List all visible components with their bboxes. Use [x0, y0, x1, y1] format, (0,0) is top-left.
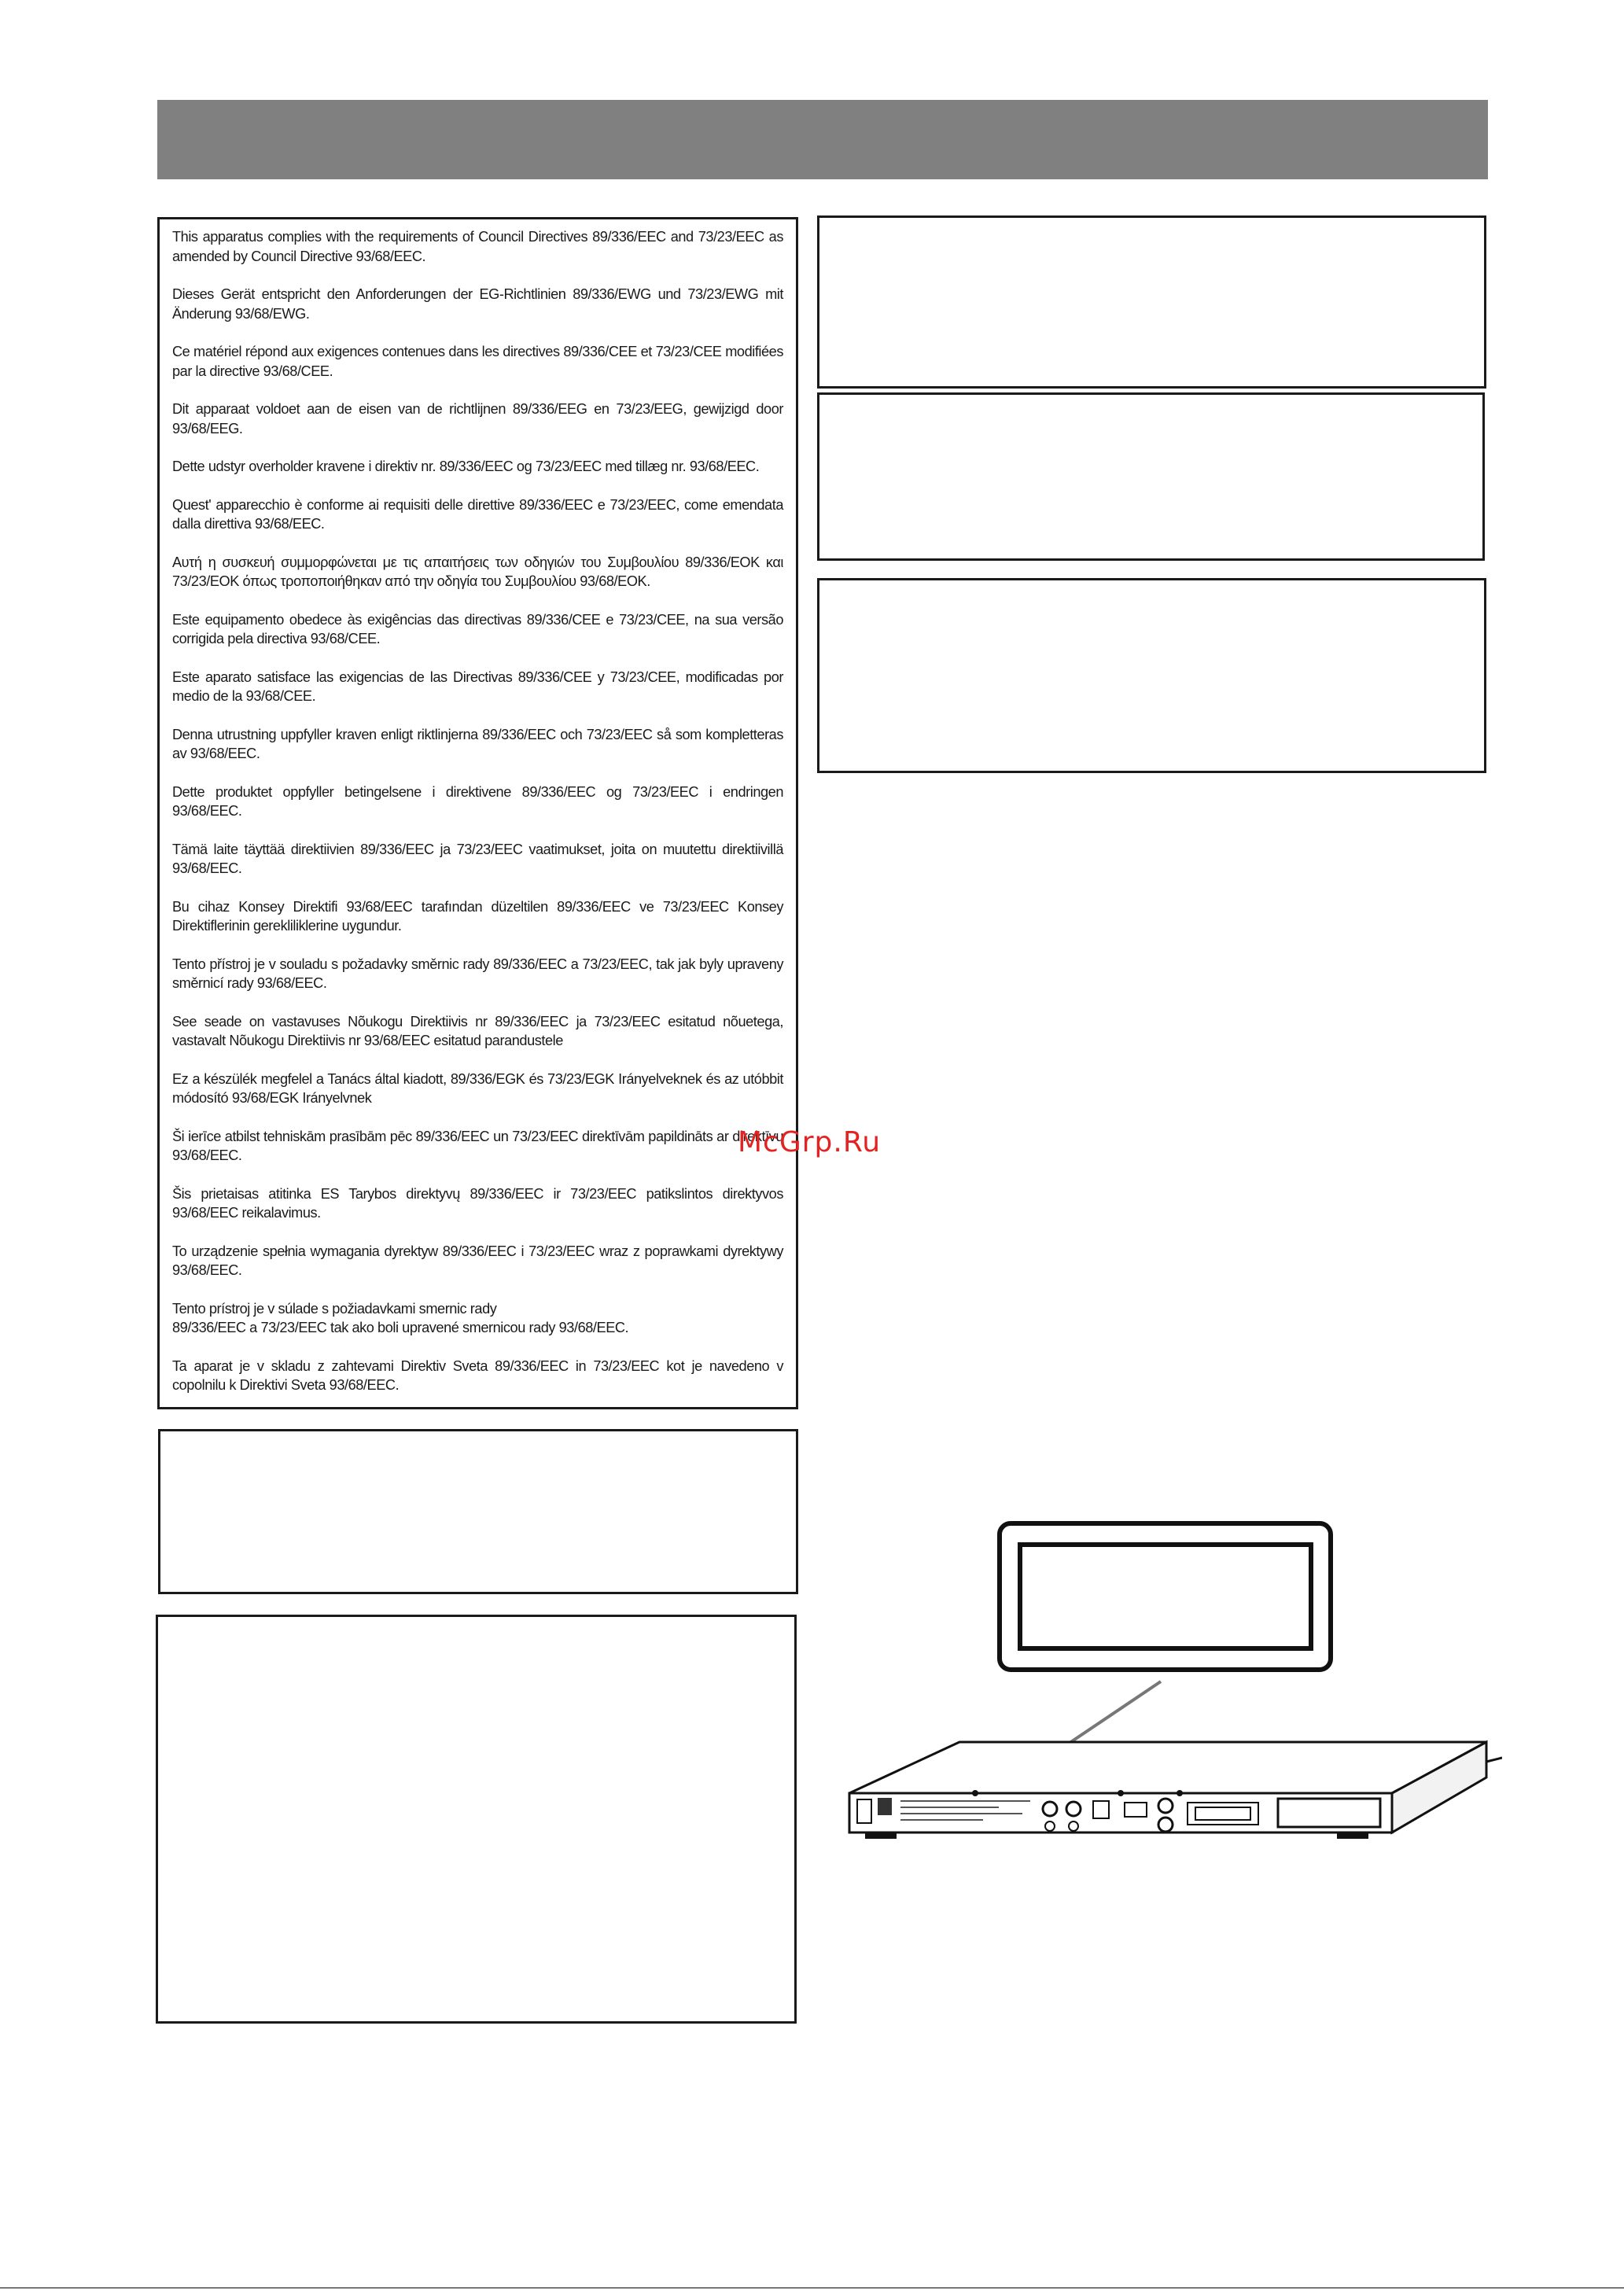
directive-no: Dette produktet oppfyller betingelsene i direktivene 89/336/EEC og 73/23/EEC i endringen 93/68/EEC.	[172, 783, 783, 819]
notice-box-left-2	[156, 1615, 797, 2024]
directive-en: This apparatus complies with the requirements of Council Directives 89/336/EEC and 73/23/EEC as amended by Council Directive 93/68/EEC.	[172, 229, 783, 264]
notice-box-right-3	[817, 578, 1486, 773]
directive-tr: Bu cihaz Konsey Direktifi 93/68/EEC tarafından düzeltilen 89/336/EEC ve 73/23/EEC Konsey Direktiflerinin gerekliliklerine uygundur.	[172, 898, 783, 934]
directive-sv: Denna utrustning uppfyller kraven enligt riktlinjerna 89/336/EEC och 73/23/EEC så som kompletteras av 93/68/EEC.	[172, 726, 783, 761]
directive-sk: Tento prístroj je v súlade s požiadavkami smernic rady 89/336/EEC a 73/23/EEC tak ako boli upravené smernicou rady 93/68/EEC.	[172, 1300, 629, 1335]
directive-pl: To urządzenie spełnia wymagania dyrektyw 89/336/EEC i 73/23/EEC wraz z poprawkami dyrektywy 93/68/EEC.	[172, 1243, 783, 1278]
directive-lv: Ši ierīce atbilst tehniskām prasībām pēc 89/336/EEC un 73/23/EEC direktīvām papildināts ar direktīvu 93/68/EEC.	[172, 1128, 783, 1163]
directive-da: Dette udstyr overholder kravene i direktiv nr. 89/336/EEC og 73/23/EEC med tillæg nr. 93/68/EEC.	[172, 459, 760, 474]
footer-line	[0, 2287, 1624, 2289]
watermark: McGrp.Ru	[738, 1126, 882, 1158]
directive-lt: Šis prietaisas atitinka ES Tarybos direktyvų 89/336/EEC ir 73/23/EEC patikslintos direktyvos 93/68/EEC reikalavimus.	[172, 1185, 783, 1221]
device-rear-panel-illustration	[841, 1518, 1502, 1872]
directive-cs: Tento přístroj je v souladu s požadavky směrnic rady 89/336/EEC a 73/23/EEC, tak jak byly upraveny směrnicí rady 93/68/EEC.	[172, 956, 783, 991]
notice-box-right-2	[817, 392, 1485, 561]
directive-es: Este aparato satisface las exigencias de las Directivas 89/336/CEE y 73/23/CEE, modificadas por medio de la 93/68/CEE.	[172, 669, 783, 704]
directive-it: Quest' apparecchio è conforme ai requisiti delle direttive 89/336/EEC e 73/23/EEC, come emendata dalla direttiva 93/68/EEC.	[172, 496, 783, 532]
directive-el: Αυτή η συσκευή συμμορφώνεται με τις απαιτήσεις των οδηγιών του Συμβουλίου 89/336/ΕΟΚ και 73/23/ΕΟΚ όπως τροποποιήθηκαν από την οδηγία του Συμβουλίου 93/68/ΕΟΚ.	[172, 554, 783, 589]
header-bar	[157, 100, 1488, 179]
directive-de: Dieses Gerät entspricht den Anforderungen der EG-Richtlinien 89/336/EWG und 73/23/EWG mit Änderung 93/68/EWG.	[172, 286, 783, 322]
notice-box-right-1	[817, 215, 1486, 389]
directive-sl: Ta aparat je v skladu z zahtevami Direktiv Sveta 89/336/EEC in 73/23/EEC kot je navedeno v copolnilu k Direktivi Sveta 93/68/EEC.	[172, 1357, 783, 1393]
directive-fi: Tämä laite täyttää direktiivien 89/336/EEC ja 73/23/EEC vaatimukset, joita on muutettu direktiivillä 93/68/EEC.	[172, 841, 783, 876]
notice-box-left-1	[158, 1429, 798, 1594]
directive-hu: Ez a készülék megfelel a Tanács által kiadott, 89/336/EGK és 73/23/EGK Irányelveknek és az utóbbit módosító 93/68/EGK Irányelvnek	[172, 1070, 783, 1106]
directive-nl: Dit apparaat voldoet aan de eisen van de richtlijnen 89/336/EEG en 73/23/EEG, gewijzigd door 93/68/EEG.	[172, 401, 783, 436]
directive-et: See seade on vastavuses Nõukogu Direktiivis nr 89/336/EEC ja 73/23/EEC esitatud nõuetega, vastavalt Nõukogu Direktiivis nr 93/68/EEC esitatud parandustele	[172, 1013, 783, 1048]
directive-pt: Este equipamento obedece às exigências das directivas 89/336/CEE e 73/23/CEE, na sua versão corrigida pela directiva 93/68/CEE.	[172, 611, 783, 646]
directive-fr: Ce matériel répond aux exigences contenues dans les directives 89/336/CEE et 73/23/CEE modifiées par la directive 93/68/CEE.	[172, 344, 783, 379]
eu-directives-box	[157, 217, 798, 1409]
